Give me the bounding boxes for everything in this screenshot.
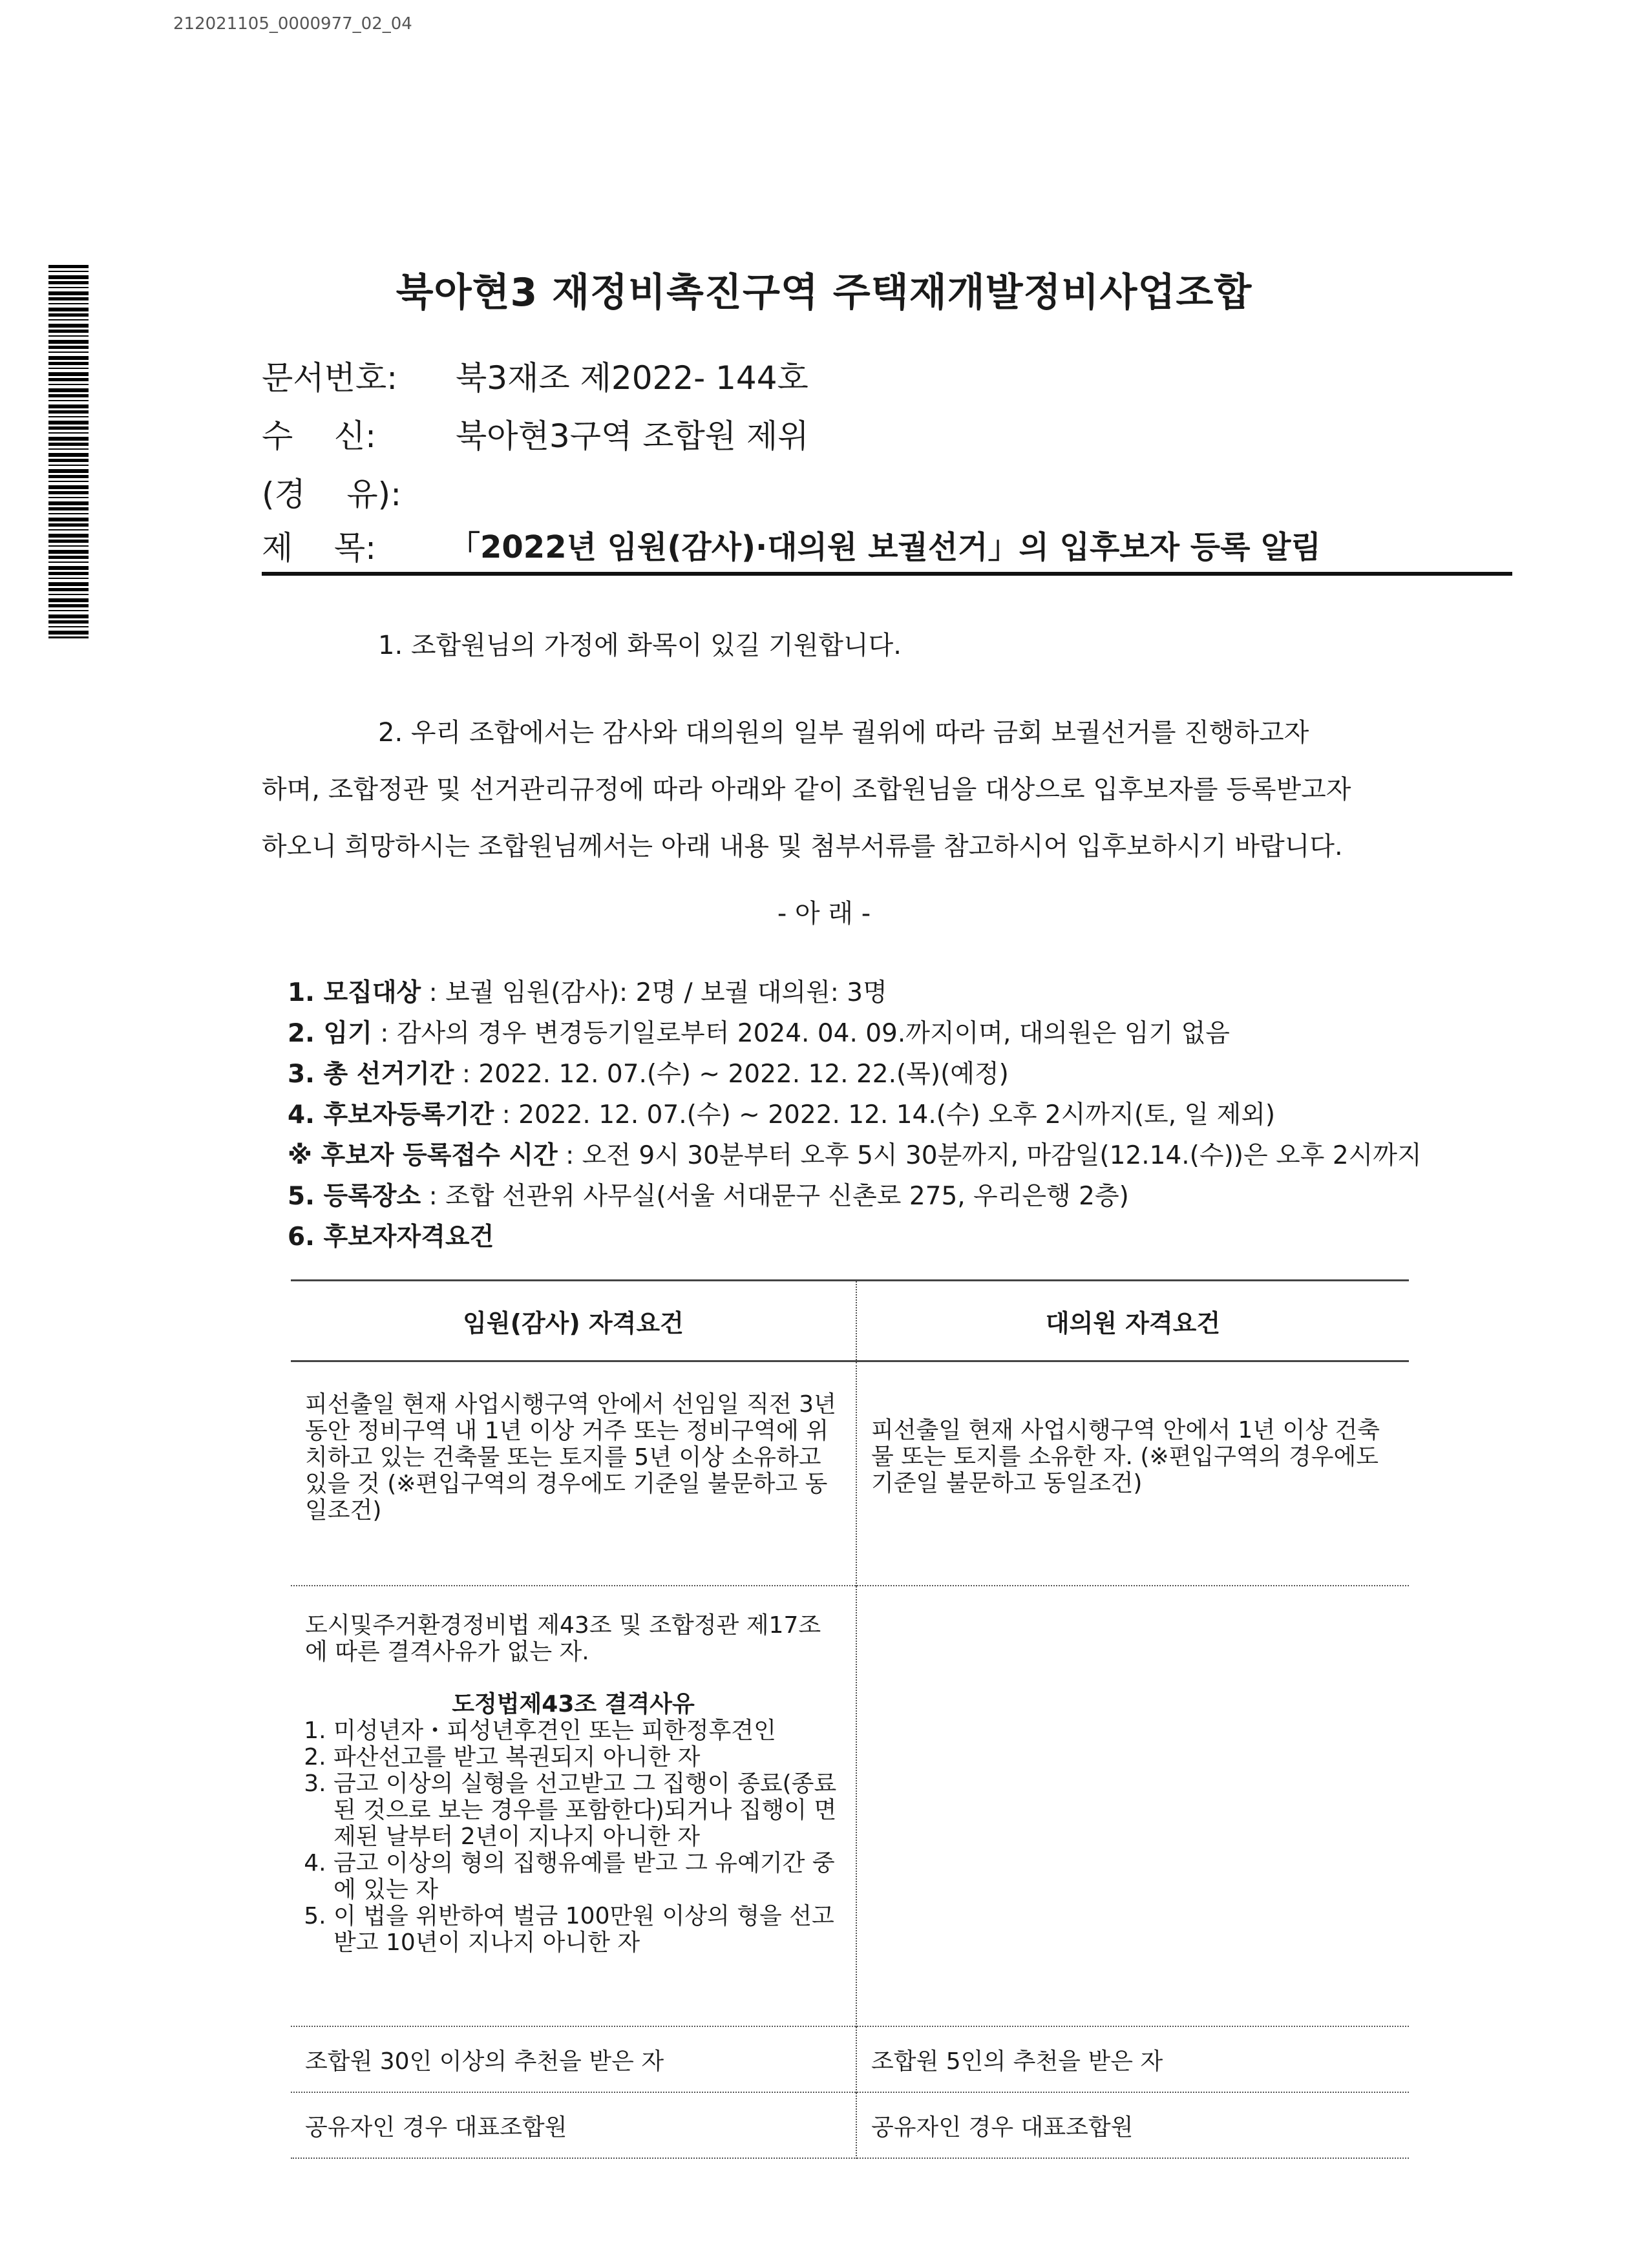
item-text: : 감사의 경우 변경등기일로부터 2024. 04. 09.까지이며, 대의원은 임기 없음 bbox=[372, 1019, 1230, 1048]
item-registration-hours bbox=[288, 1135, 1422, 1171]
item-election-period bbox=[288, 1054, 1009, 1090]
disqualification-title: 도정법제43조 결격사유 bbox=[452, 1691, 695, 1717]
greeting-paragraph: 1. 조합원님의 가정에 화목이 있길 기원합니다. bbox=[378, 631, 902, 660]
cell-executive-disqualification bbox=[291, 1586, 856, 2026]
doc-no-label: 문서번호: bbox=[262, 359, 398, 397]
recipient-value: 북아현3구역 조합원 제위 bbox=[456, 417, 809, 455]
cell-executive-residence bbox=[291, 1361, 856, 1586]
subject-label: 제 목: bbox=[262, 529, 377, 567]
list-item: 4. 금고 이상의 형의 집행유예를 받고 그 유예기간 중에 있는 자 bbox=[333, 1850, 841, 1903]
cell-delegate-coowner: 공유자인 경우 대표조합원 bbox=[856, 2092, 1409, 2158]
item-label: 6. 후보자자격요건 bbox=[288, 1223, 494, 1252]
item-registration-place bbox=[288, 1176, 1129, 1212]
list-item: 1. 미성년자・피성년후견인 또는 피한정후견인 bbox=[333, 1717, 841, 1744]
item-text: : 2022. 12. 07.(수) ~ 2022. 12. 22.(목)(예정) bbox=[454, 1060, 1009, 1089]
item-term bbox=[288, 1013, 1230, 1049]
header-rule bbox=[262, 572, 1512, 576]
cell-executive-recommendation: 조합원 30인 이상의 추천을 받은 자 bbox=[291, 2026, 856, 2092]
cell-text: 도시및주거환경정비법 제43조 및 조합정관 제17조에 따른 결격사유가 없는 자. bbox=[305, 1612, 821, 1665]
cell-delegate-ownership bbox=[856, 1361, 1409, 1586]
header-delegate: 대의원 자격요건 bbox=[1045, 1308, 1221, 1338]
item-label: 1. 모집대상 bbox=[288, 978, 421, 1007]
item-qualifications bbox=[288, 1217, 494, 1253]
item-text: : 조합 선관위 사무실(서울 서대문구 신촌로 275, 우리은행 2층) bbox=[421, 1182, 1129, 1211]
cell-text: 피선출일 현재 사업시행구역 안에서 선임일 직전 3년 동안 정비구역 내 1년 이상 거주 또는 정비구역에 위치하고 있는 건축물 또는 토지를 5년 이상 소유하고 있을 것 (※편입구역의 경우에도 기준일 불문하고 동일조건) bbox=[305, 1391, 836, 1524]
item-label: 4. 후보자등록기간 bbox=[288, 1100, 494, 1129]
qualification-table bbox=[291, 1279, 1409, 2159]
item-text: : 2022. 12. 07.(수) ~ 2022. 12. 14.(수) 오후 2시까지(토, 일 제외) bbox=[494, 1100, 1276, 1129]
cell-delegate-empty bbox=[856, 1586, 1409, 2026]
notice-paragraph-line1: 2. 우리 조합에서는 감사와 대의원의 일부 궐위에 따라 금회 보궐선거를 진행하고자 bbox=[378, 718, 1309, 748]
list-item: 2. 파산선고를 받고 복권되지 아니한 자 bbox=[333, 1744, 841, 1770]
document-id: 212021105_0000977_02_04 bbox=[173, 14, 412, 34]
item-registration-period bbox=[288, 1095, 1275, 1131]
notice-paragraph-line3: 하오니 희망하시는 조합원님께서는 아래 내용 및 첨부서류를 참고하시어 입후보하시기 바랍니다. bbox=[262, 832, 1343, 861]
barcode-image bbox=[48, 265, 89, 638]
doc-no-value: 북3재조 제2022- 144호 bbox=[456, 359, 808, 397]
cell-delegate-recommendation: 조합원 5인의 추천을 받은 자 bbox=[856, 2026, 1409, 2092]
item-label: 5. 등록장소 bbox=[288, 1182, 421, 1211]
list-item: 5. 이 법을 위반하여 벌금 100만원 이상의 형을 선고받고 10년이 지나지 아니한 자 bbox=[333, 1903, 841, 1956]
disqualification-list bbox=[305, 1717, 841, 1956]
cell-text: 피선출일 현재 사업시행구역 안에서 1년 이상 건축물 또는 토지를 소유한 자. (※편입구역의 경우에도 기준일 불문하고 동일조건) bbox=[871, 1417, 1380, 1496]
via-label: (경 유): bbox=[262, 476, 402, 513]
item-text: : 오전 9시 30분부터 오후 5시 30분까지, 마감일(12.14.(수))은 오후 2시까지 bbox=[557, 1141, 1422, 1170]
recipient-label: 수 신: bbox=[262, 417, 377, 455]
table-row bbox=[291, 1361, 1409, 1586]
notice-paragraph-line2: 하며, 조합정관 및 선거관리규정에 따라 아래와 같이 조합원님을 대상으로 입후보자를 등록받고자 bbox=[262, 775, 1351, 804]
table-row bbox=[291, 2026, 1409, 2092]
cell-executive-coowner: 공유자인 경우 대표조합원 bbox=[291, 2092, 856, 2158]
list-item: 3. 금고 이상의 실형을 선고받고 그 집행이 종료(종료된 것으로 보는 경우를 포함한다)되거나 집행이 면제된 날부터 2년이 지나지 아니한 자 bbox=[333, 1770, 841, 1850]
item-recruit-target bbox=[288, 972, 887, 1009]
item-label: ※ 후보자 등록접수 시간 bbox=[288, 1141, 558, 1170]
item-label: 2. 임기 bbox=[288, 1019, 372, 1048]
table-row bbox=[291, 2092, 1409, 2158]
subject-value: 「2022년 임원(감사)·대의원 보궐선거」의 입후보자 등록 알림 bbox=[449, 529, 1321, 565]
item-text: : 보궐 임원(감사): 2명 / 보궐 대의원: 3명 bbox=[421, 978, 887, 1007]
table-row bbox=[291, 1586, 1409, 2026]
header-executive: 임원(감사) 자격요건 bbox=[291, 1281, 856, 1361]
below-heading: - 아 래 - bbox=[777, 899, 871, 929]
table-header-row bbox=[291, 1281, 1409, 1361]
organization-title: 북아현3 재정비촉진구역 주택재개발정비사업조합 bbox=[396, 270, 1252, 315]
item-label: 3. 총 선거기간 bbox=[288, 1060, 454, 1089]
